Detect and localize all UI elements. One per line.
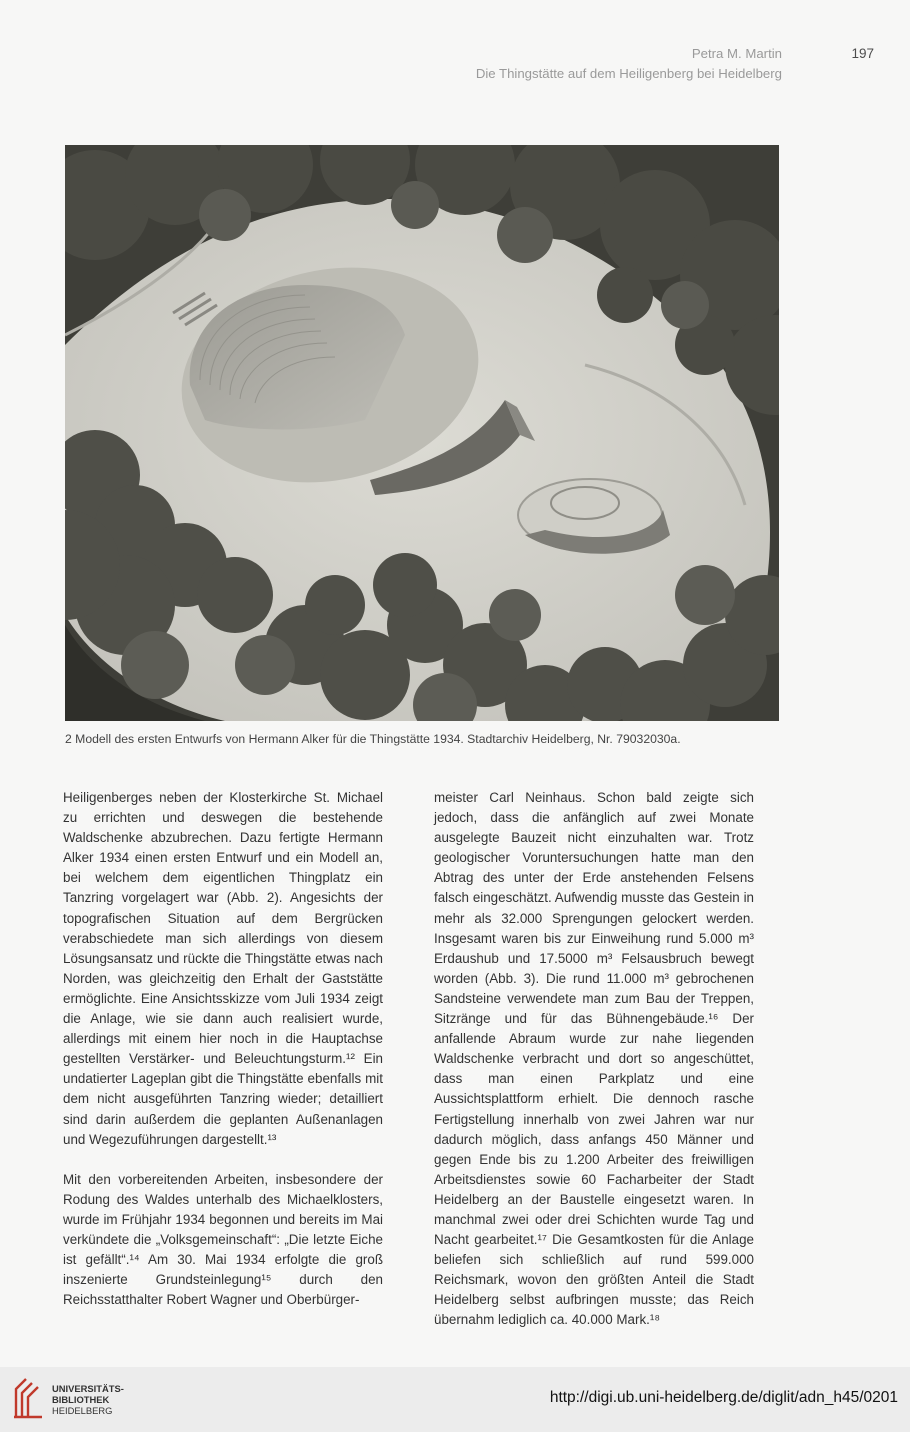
library-name-line2: BIBLIOTHEK <box>52 1393 110 1405</box>
running-head-author: Petra M. Martin <box>691 46 782 61</box>
library-name <box>52 1384 124 1416</box>
library-name-line1: UNIVERSITÄTS- <box>52 1383 124 1394</box>
source-url-link[interactable]: http://digi.ub.uni-heidelberg.de/diglit/adn_h45/0201 <box>549 1389 898 1406</box>
running-head <box>476 44 782 84</box>
body-paragraph: meister Carl Neinhaus. Schon bald zeigte sich jedoch, dass die anfänglich auf zwei Monate ausgelegte Bauzeit nicht einzuhalten war. Trotz geologischer Voruntersuchungen hatte man den Abtrag des unter der Erde anstehenden Felsens falsch eingeschätzt. Aufwendig musste das Gestein in mehr als 32.000 Sprengungen gelockert werden. Insgesamt waren bis zur Einweihung rund 5.000 m³ Erdaushub und 17.5000 m³ Felsausbruch bewegt worden (Abb. 3). Die rund 11.000 m³ gebrochenen Sandsteine verwendete man zum Bau der Treppen, Sitzränge und für das Bühnengebäude.¹⁶ Der anfallende Abraum wurde zur nahe liegenden Waldschenke verbracht und dort so angeschüttet, dass man einen Parkplatz und eine Aussichtsplattform erhielt. Die dennoch rasche Fertigstellung innerhalb von zwei Jahren war nur dadurch möglich, dass anfangs 450 Männer und gegen Ende bis zu 1.200 Arbeiter des freiwilligen Arbeitsdienstes sowie 60 Facharbeiter der Stadt Heidelberg an der Baustelle eingesetzt waren. In manchmal zwei oder drei Schichten wurde Tag und Nacht gearbeitet.¹⁷ Die Gesamtkosten für die Anlage beliefen sich schließlich auf rund 599.000 Reichsmark, wovon den größten Anteil die Stadt Heidelberg selbst aufbringen musste; das Reich übernahm lediglich ca. 40.000 Mark.¹⁸ <box>434 790 754 1328</box>
figure-caption: 2 Modell des ersten Entwurfs von Hermann Alker für die Thingstätte 1934. Stadtarchiv Heidelberg, Nr. 79032030a. <box>65 732 681 746</box>
running-head-title: Die Thingstätte auf dem Heiligenberg bei Heidelberg <box>475 66 782 81</box>
body-paragraph: Heiligenberges neben der Klosterkirche St. Michael zu errichten und deswegen die bestehende Waldschenke abzubrechen. Dazu fertigte Hermann Alker 1934 einen ersten Entwurf und ein Modell an, bei welchem dem eigentlichen Thingplatz ein Tanzring vorgelagert war (Abb. 2). Angesichts der topografischen Situation auf dem Bergrücken verabschiedete man sich allerdings von diesem Lösungsansatz und rückte die Thingstätte etwas nach Norden, was gleichzeitig den Erhalt der Gaststätte ermöglichte. Eine Ansichtsskizze vom Juli 1934 zeigt die Anlage, wie sie dann auch realisiert wurde, allerdings mit einem hier noch in die Hauptachse gestellten Verstärker- und Beleuchtungsturm.¹² Ein undatierter Lageplan gibt die Thingstätte ebenfalls mit dem nicht ausgeführten Tanzring wieder; detailliert sind darin außerdem die geplanten Außenanlagen und Wegezuführungen dargestellt.¹³ <box>63 790 383 1147</box>
text-column-right <box>434 788 754 1331</box>
library-name-line3: HEIDELBERG <box>52 1404 113 1416</box>
library-footer <box>0 1367 910 1432</box>
body-paragraph: Mit den vorbereitenden Arbeiten, insbesondere der Rodung des Waldes unterhalb des Michaelklosters, wurde im Frühjahr 1934 begonnen und bereits im Mai verkündete die „Volksgemeinschaft“: „Die letzte Eiche ist gefällt“.¹⁴ Am 30. Mai 1934 erfolgte die groß inszenierte Grundsteinlegung¹⁵ durch den Reichsstatthalter Robert Wagner und Oberbürger- <box>63 1171 383 1308</box>
model-photograph <box>65 145 779 721</box>
text-column-left <box>63 788 383 1310</box>
university-library-logo-icon <box>12 1375 50 1421</box>
figure-photo-model <box>65 145 779 721</box>
page-number: 197 <box>851 46 874 61</box>
